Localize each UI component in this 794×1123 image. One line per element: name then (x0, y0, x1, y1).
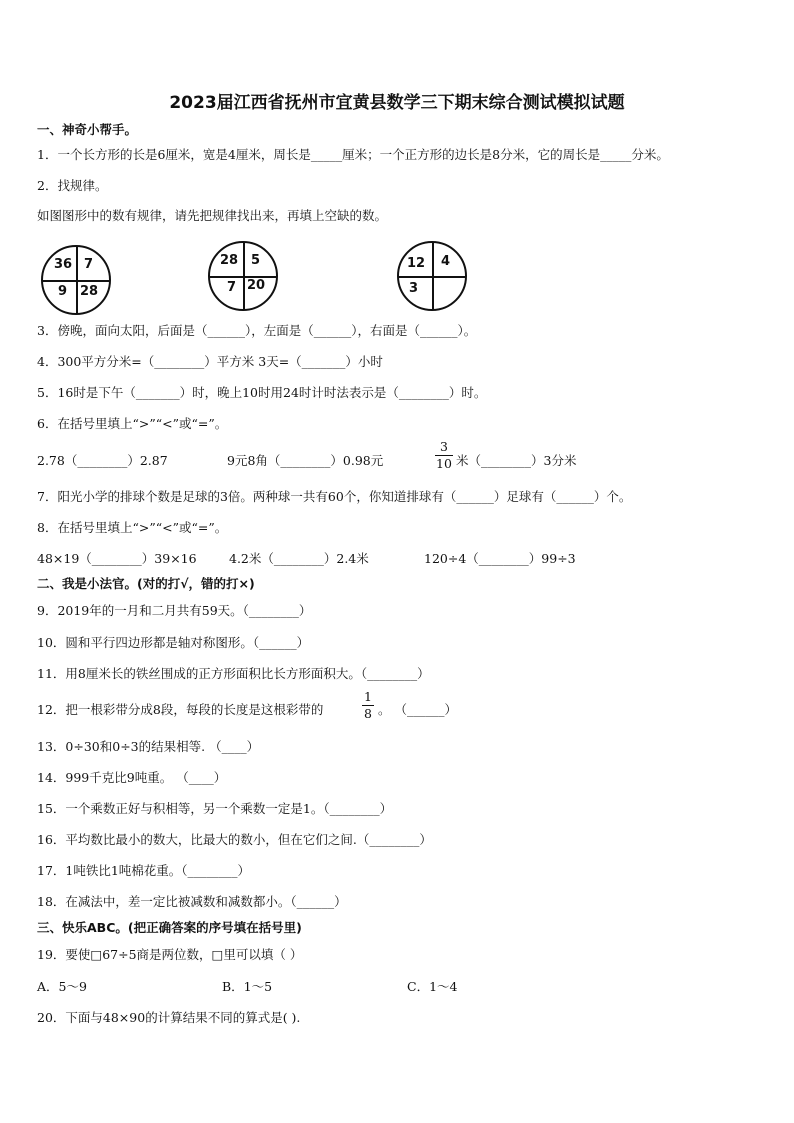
question-15: 15．一个乘数正好与积相等，另一个乘数一定是1。（________） (37, 801, 393, 816)
section-heading-3: 三、快乐ABC。(把正确答案的序号填在括号里) (37, 920, 302, 935)
circle-3-top-left: 12 (407, 256, 426, 271)
section-heading-2: 二、我是小法官。(对的打√，错的打×) (37, 576, 255, 591)
question-8-item-b: 4.2米（________）2.4米 (229, 551, 369, 566)
question-19-option-b: B．1～5 (222, 979, 273, 994)
circle-1-bottom-left: 9 (58, 284, 68, 299)
page-title: 2023届江西省抚州市宜黄县数学三下期末综合测试模拟试题 (169, 93, 625, 113)
question-1: 1．一个长方形的长是6厘米，宽是4厘米，周长是_____厘米；一个正方形的边长是8分米，它的周长是_____分米。 (37, 147, 669, 162)
pattern-circle-2 (208, 241, 278, 311)
question-13: 13．0÷30和0÷3的结果相等. （____） (37, 739, 260, 754)
question-12: 12．把一根彩带分成8段，每段的长度是这根彩带的 (37, 702, 324, 717)
pattern-circle-3 (397, 241, 467, 311)
fraction-three-tenths-numerator: 3 (440, 439, 448, 454)
question-6-item-b: 9元8角（________）0.98元 (227, 453, 384, 468)
fraction-one-eighth (362, 690, 374, 721)
fraction-one-eighth-denominator: 8 (364, 706, 372, 721)
question-19: 19．要使□67÷5商是两位数，□里可以填（ ） (37, 947, 303, 962)
question-3: 3．傍晚，面向太阳，后面是（______），左面是（______），右面是（______）。 (37, 323, 477, 338)
question-6-item-a: 2.78（________）2.87 (37, 453, 168, 468)
question-11: 11．用8厘米长的铁丝围成的正方形面积比长方形面积大。（________） (37, 666, 430, 681)
circle-2-top-left: 28 (220, 253, 239, 268)
question-20: 20．下面与48×90的计算结果不同的算式是( ). (37, 1010, 301, 1025)
question-10: 10．圆和平行四边形都是轴对称图形。（______） (37, 635, 310, 650)
question-7: 7．阳光小学的排球个数是足球的3倍。两种球一共有60个，你知道排球有（______）足球有（______）个。 (37, 489, 632, 504)
question-19-option-c: C．1～4 (407, 979, 458, 994)
circle-3-top-right: 4 (441, 254, 451, 269)
question-4: 4．300平方分米=（________）平方米 3天=（_______）小时 (37, 354, 383, 369)
question-14: 14．999千克比9吨重。 （____） (37, 770, 227, 785)
question-6-item-c: 米（________）3分米 (456, 453, 577, 468)
fraction-three-tenths (435, 440, 453, 471)
question-18: 18．在减法中，差一定比被减数和减数都小。（______） (37, 894, 347, 909)
circle-3-bottom-left: 3 (409, 281, 419, 296)
pattern-circle-1 (41, 245, 111, 315)
question-8: 8．在括号里填上“>”“<”或“=”。 (37, 520, 228, 535)
question-9: 9．2019年的一月和二月共有59天。（________） (37, 603, 312, 618)
question-17: 17．1吨铁比1吨棉花重。（________） (37, 863, 251, 878)
question-5: 5．16时是下午（_______）时，晚上10时用24时计时法表示是（________）时。 (37, 385, 487, 400)
circle-2-top-right: 5 (251, 253, 261, 268)
section-heading-1: 一、神奇小帮手。 (37, 122, 138, 137)
question-16: 16．平均数比最小的数大，比最大的数小，但在它们之间.（________） (37, 832, 432, 847)
circle-1-top-left: 36 (54, 257, 73, 272)
circle-1-bottom-right: 28 (80, 284, 99, 299)
fraction-one-eighth-numerator: 1 (364, 689, 372, 704)
circle-1-top-right: 7 (84, 257, 94, 272)
circle-2-bottom-right: 20 (247, 278, 266, 293)
question-2: 2．找规律。 (37, 178, 108, 193)
circle-2-bottom-left: 7 (227, 280, 237, 295)
question-12-answer: 。 （______） (378, 702, 457, 717)
question-2-description: 如图图形中的数有规律，请先把规律找出来，再填上空缺的数。 (37, 208, 388, 223)
question-19-option-a: A．5～9 (37, 979, 87, 994)
question-8-item-c: 120÷4（________）99÷3 (424, 551, 576, 566)
question-6: 6．在括号里填上“>”“<”或“=”。 (37, 416, 228, 431)
question-8-item-a: 48×19（________）39×16 (37, 551, 197, 566)
fraction-three-tenths-denominator: 10 (436, 456, 452, 471)
